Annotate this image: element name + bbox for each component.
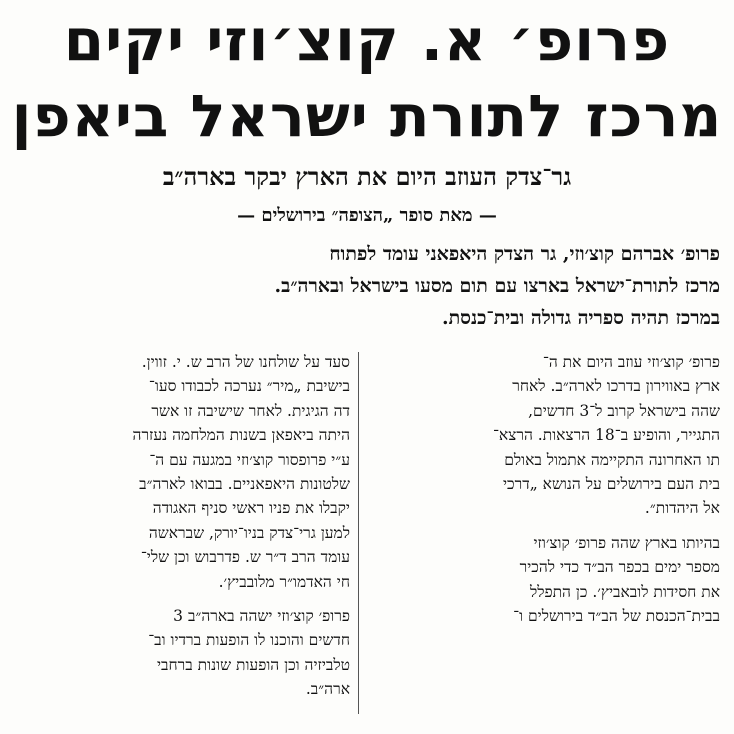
text-line: עומד הרב ד״ר ש. פדרבוש וכן שלי־ (140, 548, 350, 567)
text-line: יקבלו את פניו ראשי סניף האגודה (152, 499, 350, 518)
paragraph (376, 350, 720, 521)
text-line: ארה״ב. (305, 680, 350, 699)
text-line: בבית־הכנסת של הב״ד בירושלים ו־ (513, 607, 720, 626)
text-line: שהה בישראל קרוב ל־3 חדשים, (528, 401, 720, 420)
text-line: מספר ימים בכפר הב״ד כדי להכיר (519, 558, 720, 577)
subheadline: גר־צדק העוזב היום את הארץ יבקר בארה״ב (162, 162, 572, 191)
byline: — מאת סופר „הצופה״ בירושלים — (237, 205, 497, 226)
text-line: תו האחרונה התקיימה אתמול באולם (504, 450, 720, 469)
text-line: חי האדמו״ר מלובביץ׳. (218, 572, 350, 591)
text-line: בית העם בירושלים על הנושא „דרכי (502, 475, 720, 494)
text-line: טלביזיה וכן הופעות שונות ברחבי (156, 655, 350, 674)
text-line: בישיבת „מיר״ נערכה לכבודו סעו־ (148, 377, 350, 396)
text-line: אל היהדות״. (644, 499, 720, 518)
text-line: חדשים והוכנו לו הופעות ברדיו וב־ (148, 631, 350, 650)
text-line: דה הגיגית. לאחר שישיבה זו אשר (151, 401, 350, 420)
lead-line: מרכז לתורת־ישראל בארצו עם תום מסעו בישראל ובארה״ב. (274, 275, 720, 297)
paragraph (16, 604, 350, 702)
text-line: סעד על שולחנו של הרב ש. י. זווין. (141, 353, 350, 371)
paragraph (376, 531, 720, 629)
text-line: שלטונות היאפאניים. בבואו לארה״ב (139, 475, 350, 494)
text-line: היתה ביאפאן בשנות המלחמה נעזרה (132, 426, 350, 445)
column-divider (358, 352, 359, 714)
text-line: ארץ באווירון בדרכו לארה״ב. לאחר (512, 377, 720, 396)
text-line: למען גרי־צדק בניו־יורק, שבראשה (148, 523, 350, 542)
text-line: פרופ׳ קוצ׳וזי ישהה בארה״ב 3 (173, 607, 350, 626)
lead-paragraph (14, 238, 720, 334)
text-line: את חסידות לובאביץ׳. כן התפלל (529, 582, 720, 601)
text-line: בהיותו בארץ שהה פרופ׳ קוצ׳וזי (533, 533, 720, 552)
text-line: פרופ׳ קוצ׳וזי עוזב היום את ה־ (542, 353, 720, 371)
left-column (16, 350, 350, 712)
headline-line-1: פרופ׳ א. קוצ׳וזי יקים (63, 6, 671, 74)
lead-line: במרכז תהיה ספריה גדולה ובית־כנסת. (441, 307, 720, 329)
right-column (376, 350, 720, 638)
headline-line-2: מרכז לתורת ישראל ביאפן (11, 82, 723, 150)
text-line: ע״י פרופסור קוצ׳וזי במגעה עם ה־ (149, 450, 350, 469)
lead-line: פרופ׳ אברהם קוצ׳וזי, גר הצדק היאפאני עומד לפתוח (329, 243, 720, 265)
paragraph (16, 350, 350, 594)
text-line: התגייר, והופיע ב־18 הרצאות. הרצא־ (493, 426, 720, 445)
